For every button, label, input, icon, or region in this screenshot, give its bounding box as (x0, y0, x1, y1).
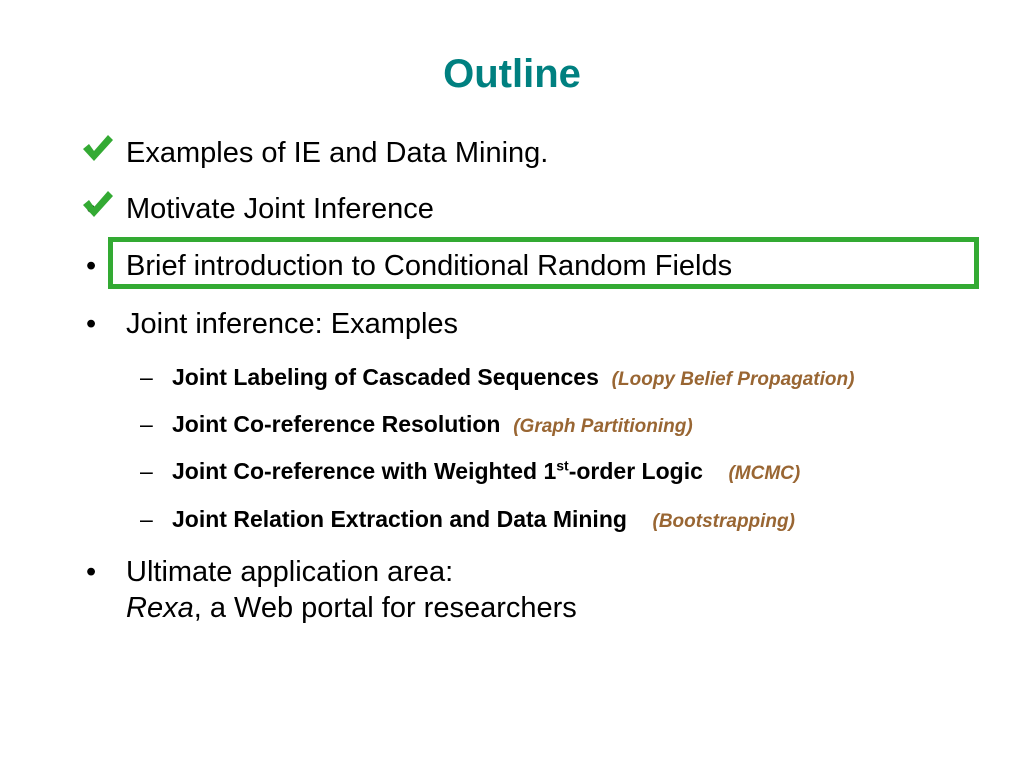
sub-item-label: Joint Labeling of Cascaded Sequences (172, 364, 599, 390)
checkmark-icon (80, 131, 114, 165)
outline-item-text: Ultimate application area: (126, 556, 454, 588)
dash: – (140, 458, 153, 484)
sub-item-text (172, 362, 854, 395)
sub-item-label-after: -order Logic (568, 458, 703, 484)
dash: – (140, 411, 153, 437)
checkmark-icon (80, 187, 114, 221)
superscript: st (556, 457, 569, 474)
sub-item-label-before: Joint Co-reference with Weighted 1 (172, 458, 557, 484)
slide-title: Outline (443, 52, 581, 96)
sub-item-method: (Graph Partitioning) (513, 416, 693, 437)
outline-item-text: Joint inference: Examples (126, 308, 459, 340)
dash: – (140, 506, 153, 532)
sub-item-method: (MCMC) (728, 463, 801, 484)
rexa-description: , a Web portal for researchers (193, 592, 577, 624)
sub-item-text (172, 409, 693, 442)
outline-item-text-line2 (126, 590, 577, 626)
sub-item-text (172, 456, 800, 489)
rexa-label: Rexa (126, 592, 194, 624)
bullet: • (86, 556, 97, 588)
sub-item-label: Joint Co-reference Resolution (172, 411, 501, 437)
outline-item-text: Examples of IE and Data Mining. (126, 137, 549, 169)
outline-item-text: Brief introduction to Conditional Random Fields (126, 250, 733, 282)
bullet: • (86, 250, 97, 282)
sub-item-method: (Loopy Belief Propagation) (611, 369, 855, 390)
sub-item-label: Joint Relation Extraction and Data Mining (172, 506, 627, 532)
sub-item-text (172, 504, 795, 537)
outline-item-text: Motivate Joint Inference (126, 193, 434, 225)
dash: – (140, 364, 153, 390)
bullet: • (86, 308, 97, 340)
sub-item-method: (Bootstrapping) (652, 511, 795, 532)
